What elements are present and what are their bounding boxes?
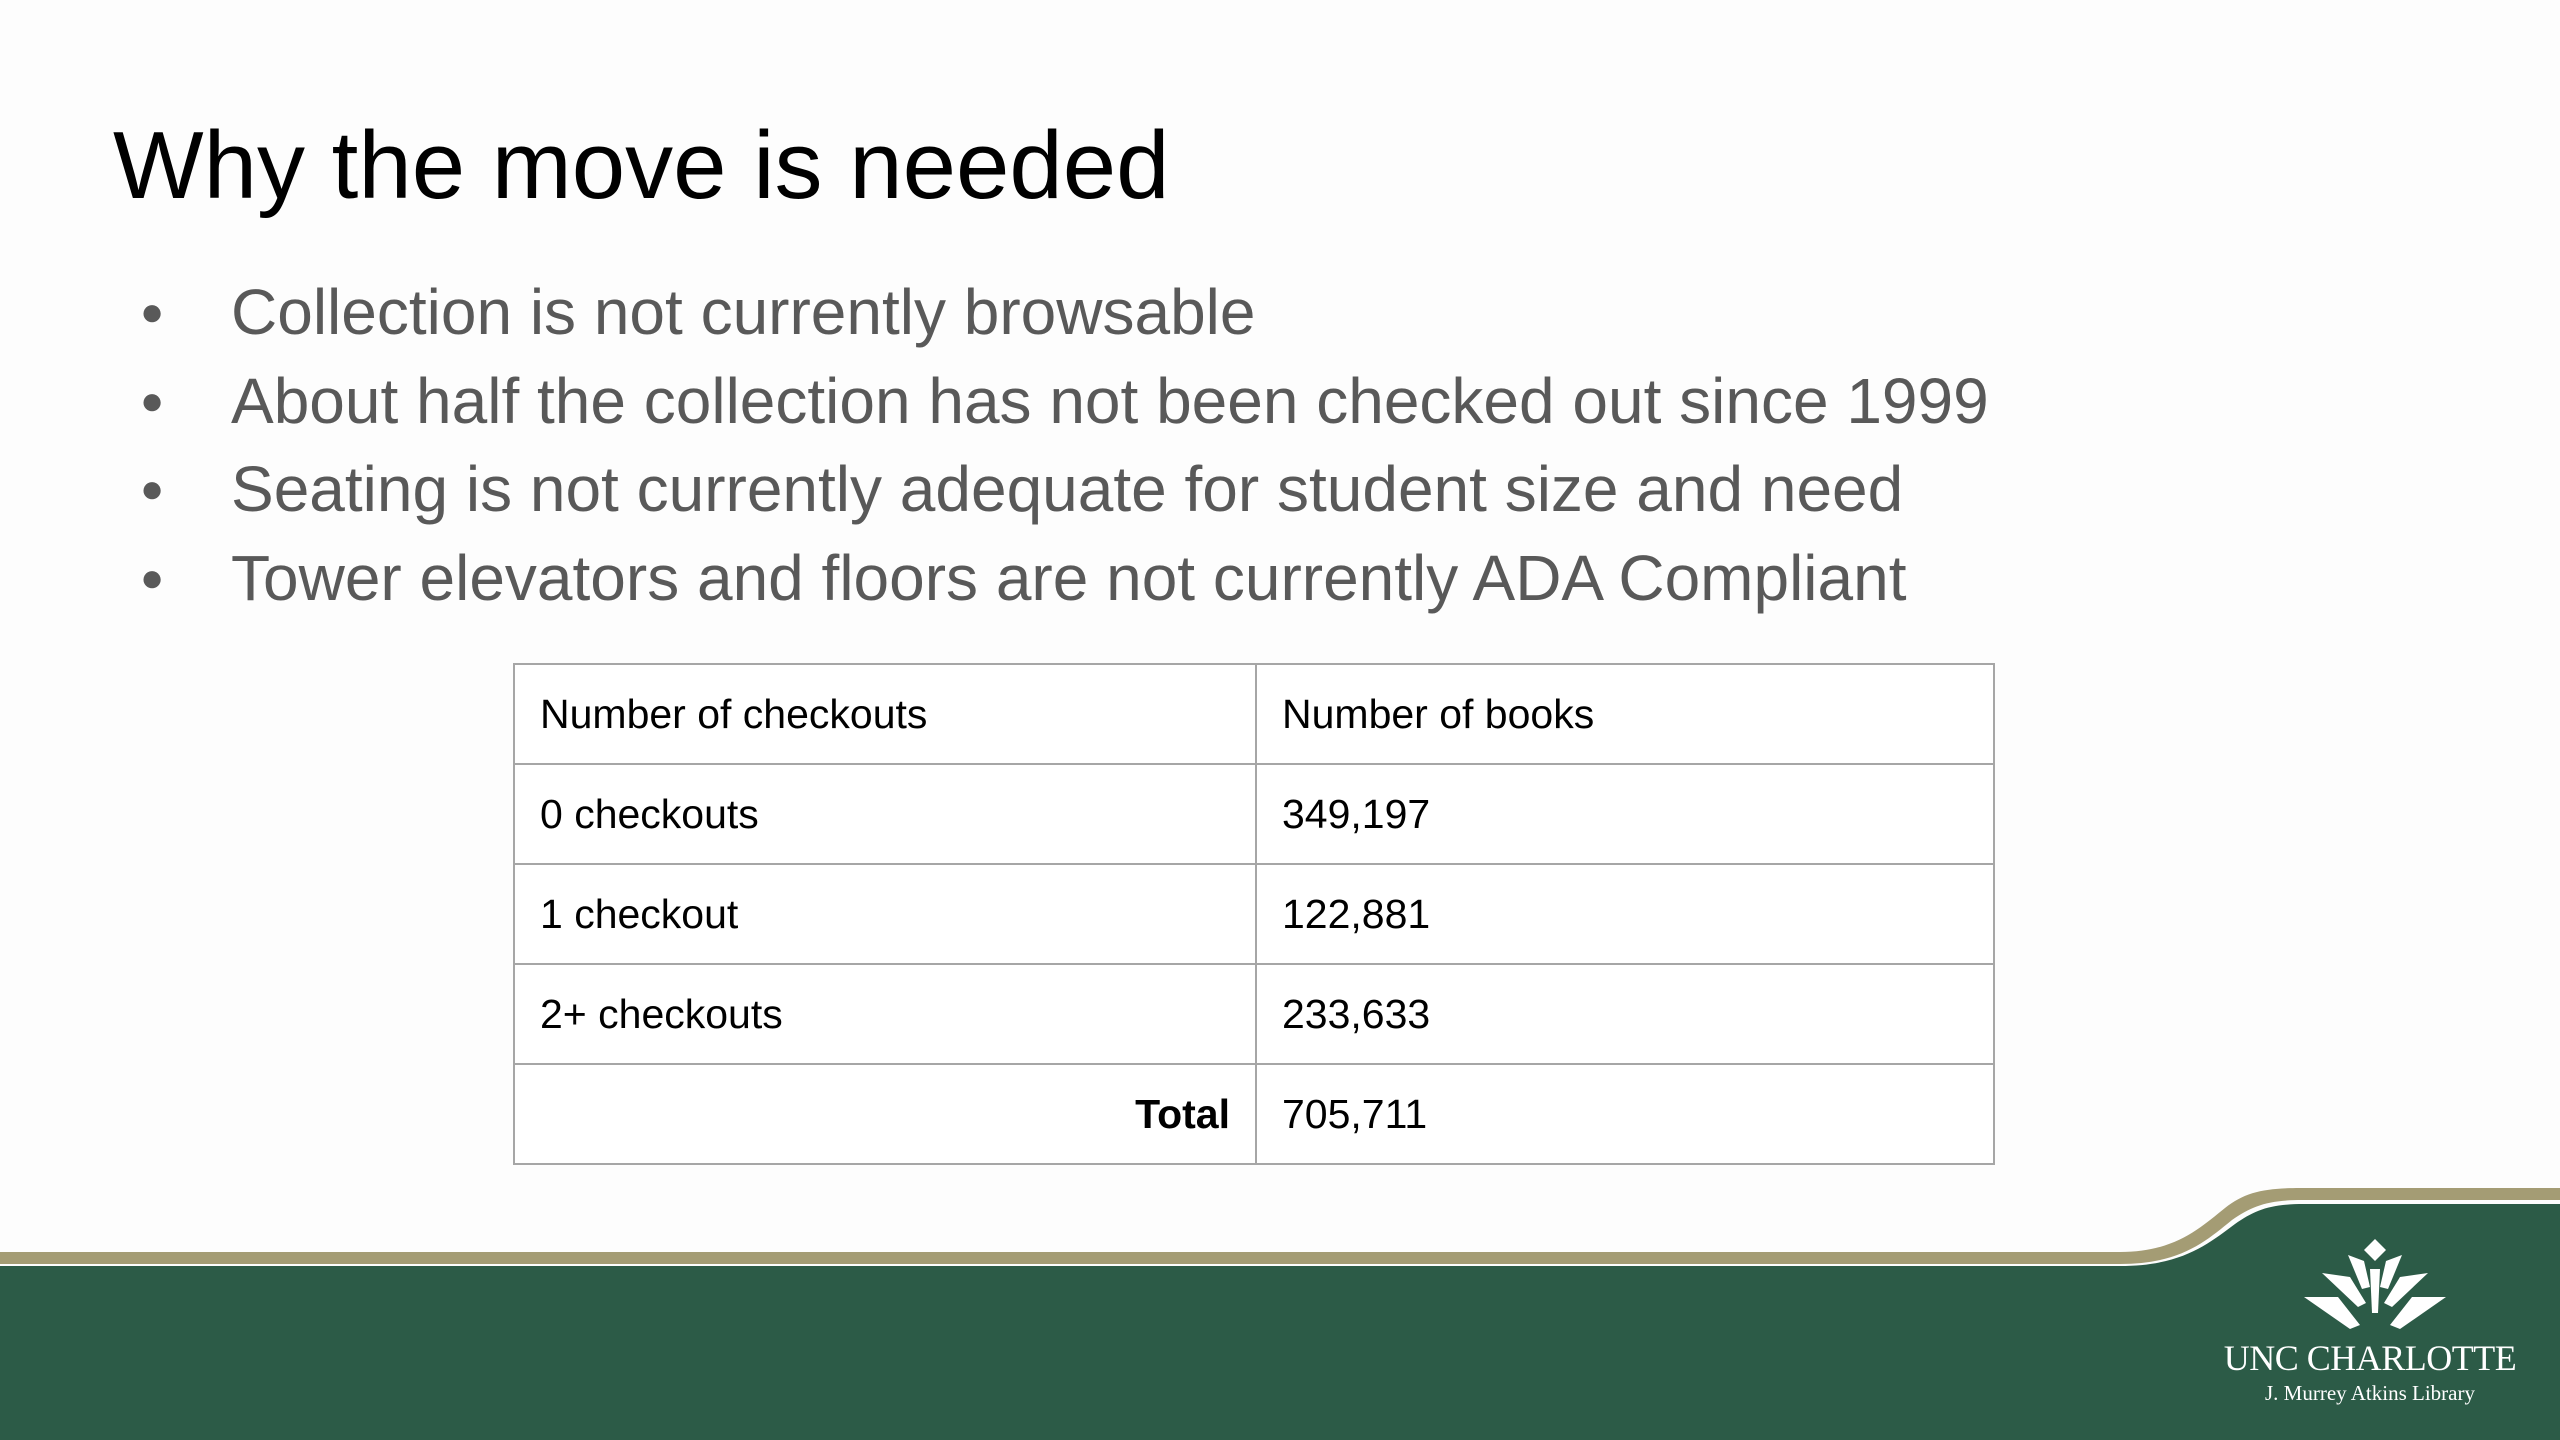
table-cell: 2+ checkouts (514, 964, 1256, 1064)
bullet-item (130, 268, 1989, 357)
logo-name: UNC CHARLOTTE (2223, 1338, 2517, 1378)
bullet-dot-icon: ● (140, 290, 165, 334)
table-cell: 233,633 (1256, 964, 1994, 1064)
bullet-dot-icon: ● (140, 378, 165, 423)
table-cell: 122,881 (1256, 864, 1994, 964)
table-cell: 1 checkout (514, 864, 1256, 964)
bullet-dot-icon: ● (140, 467, 165, 511)
table-header-row (514, 664, 1994, 764)
slide-title: Why the move is needed (113, 112, 1170, 219)
table-row (514, 764, 1994, 864)
bullet-text: Tower elevators and floors are not currently ADA Compliant (231, 541, 1907, 614)
footer-band (0, 1180, 2560, 1440)
bullet-text: Seating is not currently adequate for student size and need (231, 453, 1904, 525)
checkouts-table (513, 663, 1995, 1165)
footer-accent-line (0, 1188, 2560, 1264)
table-header-cell: Number of checkouts (514, 664, 1256, 764)
bullet-item (130, 534, 1989, 623)
bullet-dot-icon: ● (140, 555, 165, 600)
footer-green-band (0, 1204, 2560, 1440)
bullet-text: Collection is not currently browsable (231, 276, 1256, 348)
bullet-item (130, 357, 1989, 446)
table-header-cell: Number of books (1256, 664, 1994, 764)
total-value: 705,711 (1256, 1064, 1994, 1164)
table-total-row (514, 1064, 1994, 1164)
table-cell: 0 checkouts (514, 764, 1256, 864)
bullet-text: About half the collection has not been checked out since 1999 (231, 364, 1989, 437)
unc-charlotte-logo (2200, 1235, 2540, 1415)
table-cell: 349,197 (1256, 764, 1994, 864)
logo-subtitle: J. Murrey Atkins Library (2265, 1381, 2475, 1405)
bullet-list (130, 268, 1989, 622)
table-row (514, 864, 1994, 964)
bullet-item (130, 445, 1989, 534)
unc-charlotte-crown-icon (2300, 1235, 2450, 1335)
total-label: Total (514, 1064, 1256, 1164)
table-row (514, 964, 1994, 1064)
